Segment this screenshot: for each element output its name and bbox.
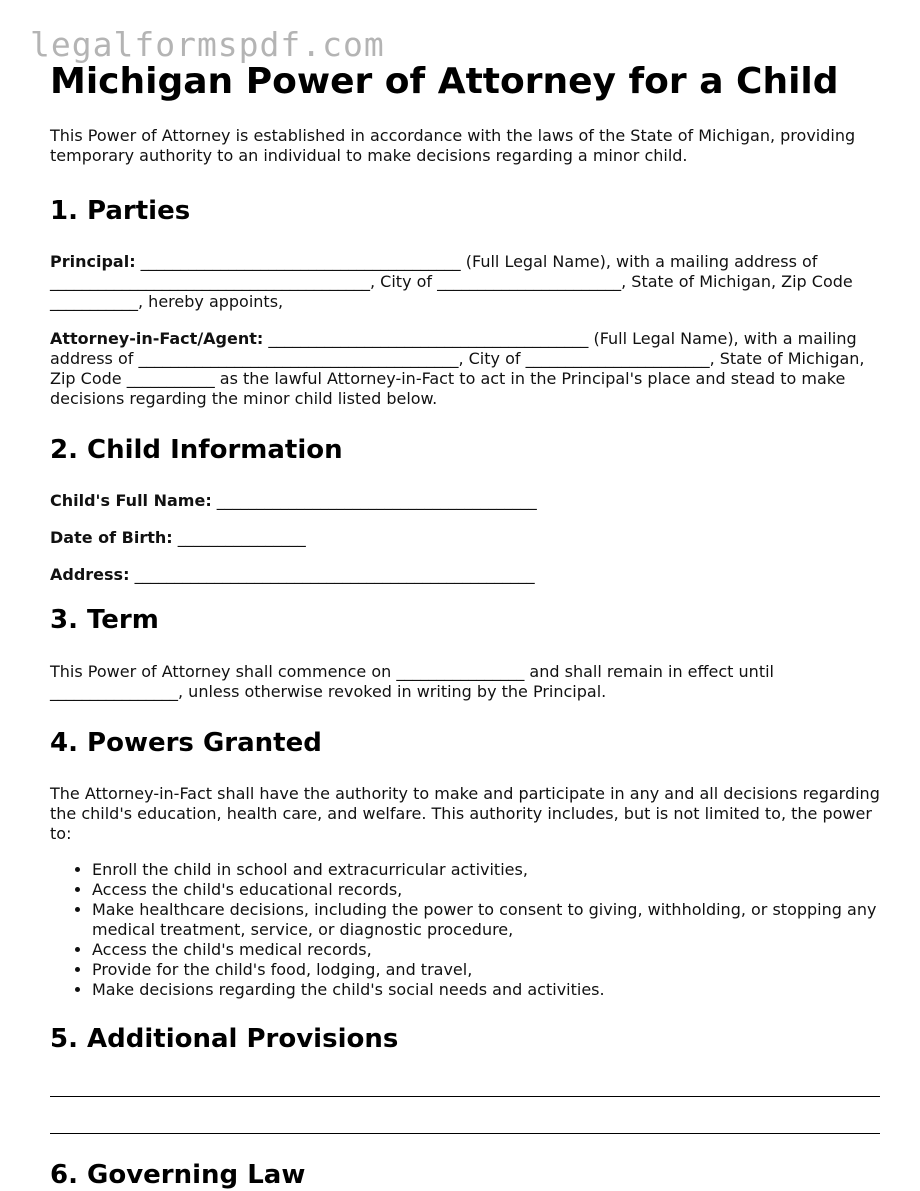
additional-provisions-line: [50, 1133, 880, 1134]
principal-paragraph: [50, 252, 880, 312]
date-of-birth-field: [50, 528, 880, 548]
agent-paragraph: [50, 329, 880, 409]
powers-list: [50, 860, 880, 1000]
list-item: • Provide for the child's food, lodging, and travel,: [92, 960, 880, 980]
section-heading-powers-granted: 4. Powers Granted: [50, 728, 322, 758]
child-name-blank: ________________________________________: [211, 491, 537, 510]
date-of-birth-label: Date of Birth:: [50, 528, 173, 547]
list-item: • Make decisions regarding the child's social needs and activities.: [92, 980, 880, 1000]
powers-paragraph: The Attorney-in-Fact shall have the authority to make and participate in any and all decisions regarding the child's education, health care, and welfare. This authority includes, but is not limited to, the power to:: [50, 784, 880, 843]
list-item: • Access the child's medical records,: [92, 940, 880, 960]
child-address-blank: __________________________________________________: [129, 565, 535, 584]
section-heading-term: 3. Term: [50, 605, 159, 635]
section-heading-additional-provisions: 5. Additional Provisions: [50, 1024, 399, 1054]
principal-label: Principal:: [50, 252, 136, 271]
section-heading-parties: 1. Parties: [50, 196, 191, 226]
child-address-field: [50, 565, 880, 585]
list-item: • Access the child's educational records,: [92, 880, 880, 900]
principal-text: ________________________________________ (Full Legal Name), with a mailing address of ________________________________________, City of _______________________, State of Michigan, Zip Code ___________, hereby appoints,: [50, 252, 853, 311]
term-paragraph: This Power of Attorney shall commence on ________________ and shall remain in effect until ________________, unless otherwise revoked in writing by the Principal.: [50, 662, 774, 701]
intro-paragraph: This Power of Attorney is established in accordance with the laws of the State of Michigan, providing temporary authority to an individual to make decisions regarding a minor child.: [50, 126, 856, 165]
section-heading-child-information: 2. Child Information: [50, 435, 343, 465]
date-of-birth-blank: ________________: [172, 528, 306, 547]
agent-label: Attorney-in-Fact/Agent:: [50, 329, 264, 348]
document-title: Michigan Power of Attorney for a Child: [50, 61, 839, 102]
list-item: • Enroll the child in school and extracurricular activities,: [92, 860, 880, 880]
document-body: [50, 126, 880, 1190]
child-name-field: [50, 491, 880, 511]
section-heading-governing-law: 6. Governing Law: [50, 1160, 306, 1190]
additional-provisions-line: [50, 1096, 880, 1097]
agent-text: ________________________________________ (Full Legal Name), with a mailing address of ________________________________________, City of _______________________, State of Michigan, Zip Code ___________ as the lawful Attorney-in-Fact to act in the Principal's place and stead to make decisions regarding the minor child listed below.: [50, 329, 865, 408]
child-address-label: Address:: [50, 565, 130, 584]
list-item: • Make healthcare decisions, including the power to consent to giving, withholding, or stopping any medical treatment, service, or diagnostic procedure,: [92, 900, 880, 940]
child-name-label: Child's Full Name:: [50, 491, 212, 510]
watermark: legalformspdf.com: [30, 25, 385, 64]
